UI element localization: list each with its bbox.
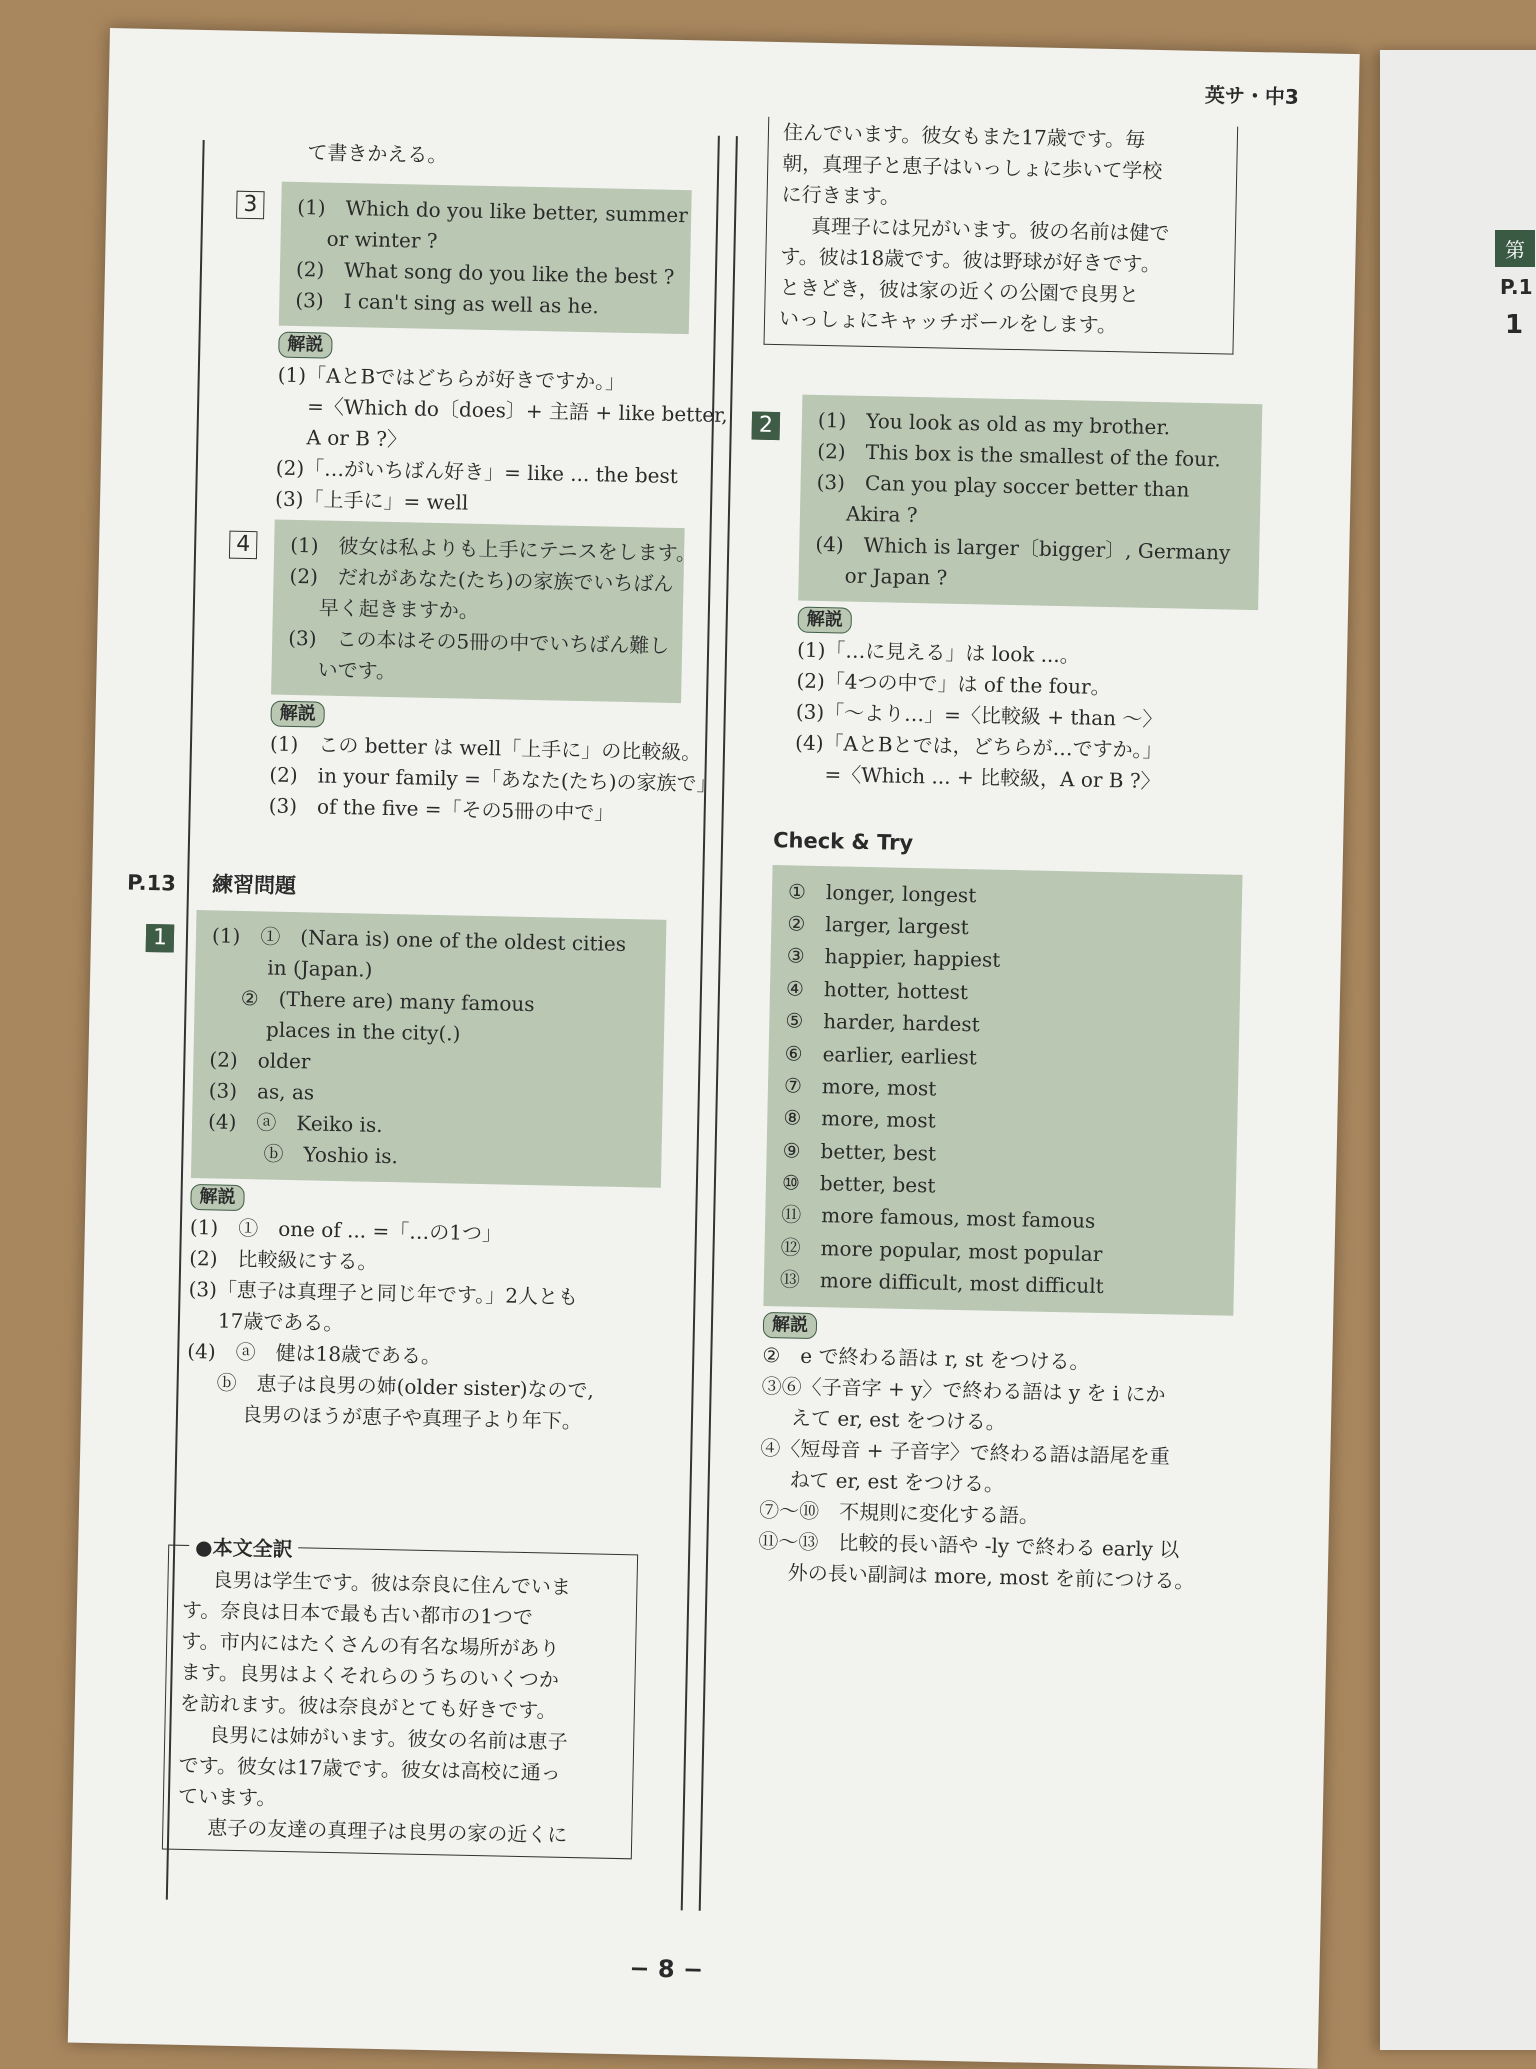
answer-line: (1) Which do you like better, summer	[297, 194, 689, 228]
note-line: (3) of the five =「その5冊の中で」	[268, 793, 615, 825]
note-line: (1)「…に見える」は look ...。	[796, 637, 1081, 668]
note-line: (2) 比較級にする。	[189, 1245, 378, 1274]
check-item: ⑨ better, best	[782, 1138, 937, 1166]
answer-line: in (Japan.)	[267, 955, 373, 982]
check-try-box	[763, 865, 1242, 1316]
next-page-label: P.1	[1500, 275, 1533, 299]
translation-line: す。奈良は日本で最も古い都市の1つで	[181, 1597, 534, 1630]
note-line: 17歳である。	[217, 1308, 344, 1336]
practice-title: 練習問題	[211, 872, 297, 899]
intro-line: て書きかえる。	[307, 140, 448, 168]
answer-line: ② (There are) many famous	[240, 985, 535, 1017]
translation-title: ●本文全訳	[189, 1532, 299, 1565]
answer-line: (2) だれがあなた(たち)の家族でいちばん	[289, 563, 674, 596]
check-item: ⑦ more, most	[783, 1073, 937, 1101]
check-item: ④ hotter, hottest	[785, 976, 969, 1004]
answer-line: places in the city(.)	[265, 1017, 461, 1046]
translation-line: す。市内にはたくさんの有名な場所があり	[180, 1628, 560, 1661]
next-page-number: 1	[1505, 310, 1524, 340]
answer-line: (1) 彼女は私よりも上手にテニスをします。	[289, 532, 697, 566]
check-item: ⑧ more, most	[783, 1105, 936, 1133]
check-item: ① longer, longest	[787, 878, 977, 907]
note-line: (4) ⓐ 健は18歳である。	[187, 1338, 442, 1369]
next-page-tab: 第	[1495, 230, 1535, 267]
page-number: − 8 −	[629, 1954, 704, 1984]
note-line: (4)「AとBとでは，どちらが…ですか。」	[794, 730, 1163, 763]
answer-line: (4) ⓐ Keiko is.	[207, 1109, 383, 1137]
answer-line: (2) What song do you like the best ?	[295, 256, 675, 289]
note-line: (3)「恵子は真理子と同じ年です。」2人とも	[188, 1276, 579, 1310]
full-translation	[162, 1535, 638, 1860]
check-item: ⑩ better, best	[781, 1170, 936, 1198]
note-line: えて er, est をつける。	[790, 1405, 1007, 1434]
note-line: 良男のほうが恵子や真理子より年下。	[241, 1402, 583, 1434]
answer-line: (2) older	[209, 1047, 311, 1074]
answer-box-1	[191, 910, 667, 1188]
note-line: ねて er, est をつける。	[789, 1467, 1005, 1496]
note-line: (2)「…がいちばん好き」= like ... the best	[275, 455, 679, 488]
answer-box-4	[271, 520, 697, 704]
answer-line: いです。	[317, 657, 397, 684]
check-item: ⑬ more difficult, most difficult	[779, 1267, 1104, 1299]
check-item: ③ happier, happiest	[786, 943, 1001, 973]
question-4-number: 4	[229, 531, 258, 560]
note-line: (3)「～より…」=〈比較級 + than ～〉	[795, 699, 1163, 732]
answer-page	[68, 28, 1360, 2069]
note-line: ⑦～⑩ 不規則に変化する語。	[758, 1497, 1040, 1528]
translation-frame-continued	[764, 117, 1239, 355]
answer-box-2	[798, 395, 1262, 611]
question-1-number: 1	[146, 924, 175, 953]
note-line: 外の長い副詞は more, most を前につける。	[787, 1560, 1195, 1593]
commentary-tag: 解説	[763, 1312, 818, 1339]
check-and-try	[757, 824, 1243, 1597]
question-4	[268, 520, 717, 831]
note-line: (2) in your family =「あなた(たち)の家族で」	[269, 762, 717, 796]
translation-line: ます。良男はよくそれらのうちのいくつか	[180, 1659, 560, 1692]
answer-line: (4) Which is larger〔bigger〕, Germany	[815, 531, 1231, 565]
left-column	[307, 137, 688, 176]
check-try-title: Check & Try	[772, 828, 914, 855]
check-item: ⑪ more famous, most famous	[781, 1202, 1096, 1234]
translation-line: ときどき，彼は家の近くの公園で良男と	[779, 275, 1140, 307]
check-item: ⑤ harder, hardest	[785, 1008, 980, 1037]
answer-line: ⓑ Yoshio is.	[263, 1141, 399, 1169]
translation-line: 恵子の友達の真理子は良男の家の近くに	[207, 1815, 568, 1847]
note-line: (2)「4つの中で」は of the four。	[796, 668, 1111, 700]
answer-line: (3) この本はその5冊の中でいちばん難し	[288, 625, 670, 658]
note-line: ② e で終わる語は r, st をつける。	[762, 1342, 1090, 1374]
commentary-tag: 解説	[270, 701, 325, 728]
note-line: (1) ① one of ... =「…の1つ」	[189, 1214, 503, 1246]
question-3-number: 3	[236, 191, 265, 220]
note-line: =〈Which ... + 比較級，A or B ?〉	[824, 762, 1161, 794]
translation-line: 真理子には兄がいます。彼の名前は健で	[810, 213, 1170, 246]
translation-frame	[162, 1535, 638, 1860]
commentary-tag: 解説	[278, 332, 333, 359]
translation-continued	[764, 117, 1239, 355]
check-item: ⑫ more popular, most popular	[780, 1235, 1103, 1266]
translation-line: いっしょにキャッチボールをします。	[778, 306, 1118, 338]
answer-line: Akira ?	[845, 501, 918, 528]
page-header: 英サ・中3	[1204, 82, 1300, 109]
translation-line: 朝，真理子と恵子はいっしょに歩いて学校	[782, 151, 1163, 184]
answer-line: (3) Can you play soccer better than	[816, 469, 1190, 502]
question-2	[794, 395, 1262, 800]
note-line: (3)「上手に」= well	[274, 486, 469, 515]
note-line: A or B ?〉	[306, 425, 408, 452]
answer-box-3	[279, 182, 692, 335]
note-line: (1) この better は well「上手に」の比較級。	[269, 731, 702, 765]
answer-line: or winter ?	[326, 226, 438, 253]
translation-line: す。彼は18歳です。彼は野球が好きです。	[780, 244, 1162, 277]
answer-line: 早く起きますか。	[318, 595, 480, 623]
translation-line: 住んでいます。彼女もまた17歳です。毎	[782, 120, 1146, 152]
answer-line: (1) You look as old as my brother.	[817, 407, 1171, 440]
answer-line: (3) as, as	[208, 1078, 315, 1105]
question-2-number: 2	[752, 412, 781, 441]
note-line: ③⑥〈子音字 + y〉で終わる語は y を i にか	[761, 1373, 1166, 1407]
translation-line: 良男には姉がいます。彼女の名前は恵子	[209, 1722, 568, 1754]
answer-line: (1) ① (Nara is) one of the oldest cities	[211, 923, 627, 957]
note-line: (1)「AとBではどちらが好きですか。」	[277, 362, 626, 394]
note-line: =〈Which do〔does〕+ 主語 + like better,	[306, 394, 729, 428]
answer-line: (3) I can't sing as well as he.	[295, 287, 599, 319]
note-line: ⓑ 恵子は良男の姉(older sister)なので,	[216, 1370, 595, 1403]
translation-line: に行きます。	[781, 182, 901, 209]
commentary-tag: 解説	[797, 607, 852, 634]
answer-line: (2) This box is the smallest of the four.	[817, 438, 1222, 472]
question-1	[186, 910, 667, 1439]
check-item: ② larger, largest	[787, 911, 969, 940]
commentary-tag: 解説	[190, 1184, 245, 1211]
note-line: ⑪～⑬ 比較的長い語や -ly で終わる early 以	[758, 1528, 1180, 1562]
translation-line: です。彼女は17歳です。彼女は高校に通っ	[178, 1752, 562, 1785]
question-3	[274, 182, 729, 524]
next-page-edge	[1380, 50, 1536, 2050]
note-line: ④〈短母音 + 子音字〉で終わる語は語尾を重	[760, 1435, 1171, 1469]
check-item: ⑥ earlier, earliest	[784, 1040, 978, 1069]
practice-page-ref: P.13	[126, 870, 177, 896]
translation-line: ています。	[177, 1783, 277, 1810]
translation-line: 良男は学生です。彼は奈良に住んでいま	[212, 1567, 572, 1599]
answer-line: or Japan ?	[844, 563, 948, 590]
translation-line: を訪れます。彼は奈良がとても好きです。	[179, 1690, 557, 1723]
